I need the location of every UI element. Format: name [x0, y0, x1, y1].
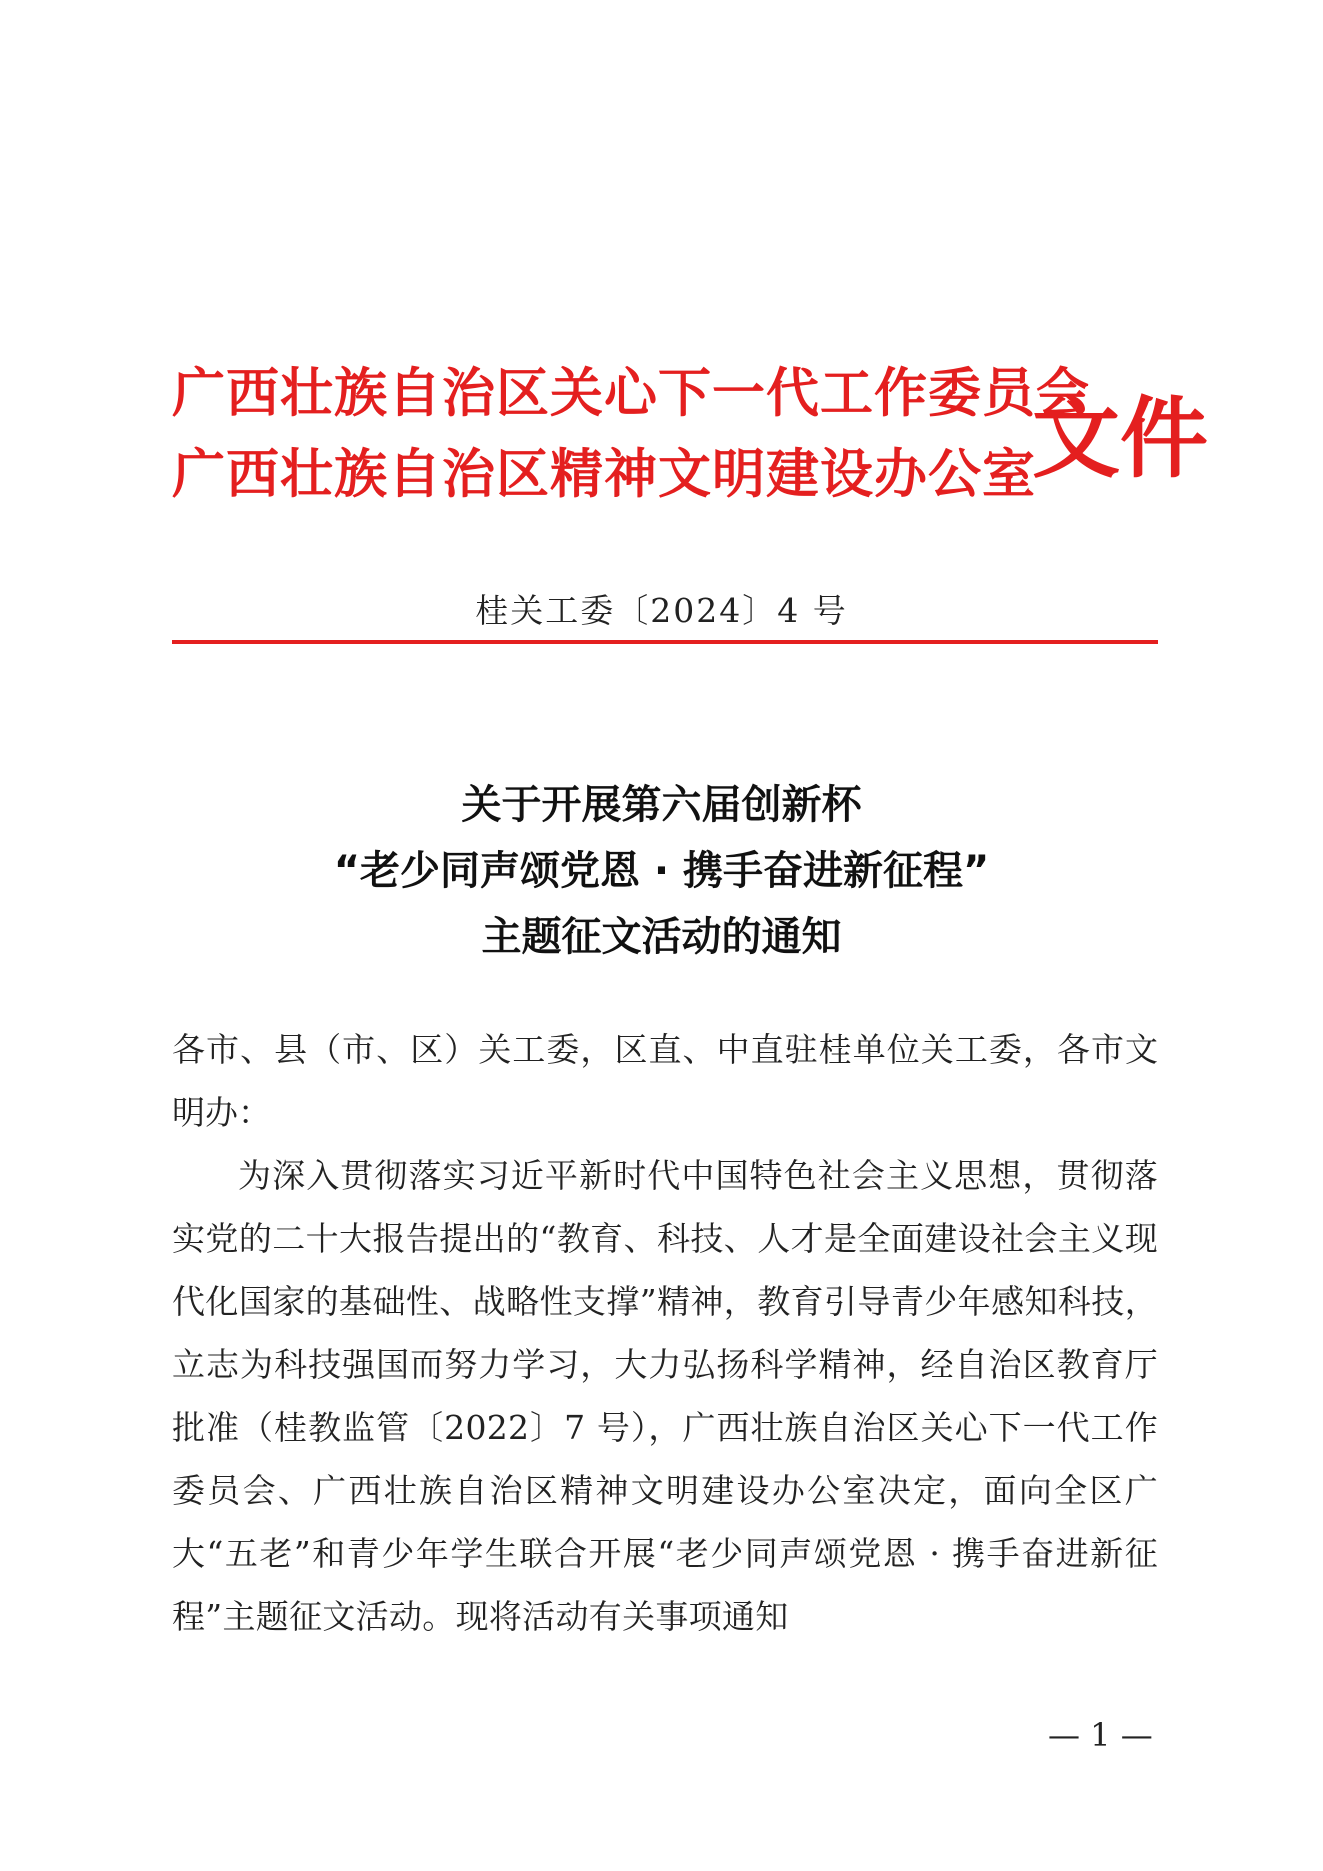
document-number: 桂关工委〔2024〕4 号	[475, 591, 848, 630]
document-body	[172, 1018, 1158, 1648]
header-divider	[172, 640, 1158, 644]
issuer-name-1: 广西壮族自治区关心下一代工作委员会	[172, 362, 1090, 424]
document-header	[172, 355, 1209, 505]
title-line-3: 主题征文活动的通知	[481, 914, 842, 960]
salutation: 各市、县（市、区）关工委，区直、中直驻桂单位关工委，各市文明办：	[172, 1030, 1158, 1132]
document-title	[0, 772, 1323, 970]
title-line-1: 关于开展第六届创新杯	[461, 782, 862, 828]
body-paragraph-1: 为深入贯彻落实习近平新时代中国特色社会主义思想，贯彻落实党的二十大报告提出的“教育、科技、人才是全面建设社会主义现代化国家的基础性、战略性支撑”精神，教育引导青少年感知科技，立志为科技强国而努力学习，大力弘扬科学精神，经自治区教育厅批准（桂教监管〔2022〕7 号），广西壮族自治区关心下一代工作委员会、广西壮族自治区精神文明建设办公室决定，面向全区广大“五老”和青少年学生联合开展“老少同声颂党恩 · 携手奋进新征程”主题征文活动。现将活动有关事项通知	[172, 1156, 1158, 1636]
title-line-2: “老少同声颂党恩 · 携手奋进新征程”	[333, 848, 990, 894]
document-type-label: 文件	[1032, 386, 1209, 490]
page-number: — 1 —	[1048, 1716, 1153, 1754]
issuer-name-2: 广西壮族自治区精神文明建设办公室	[172, 443, 1036, 505]
